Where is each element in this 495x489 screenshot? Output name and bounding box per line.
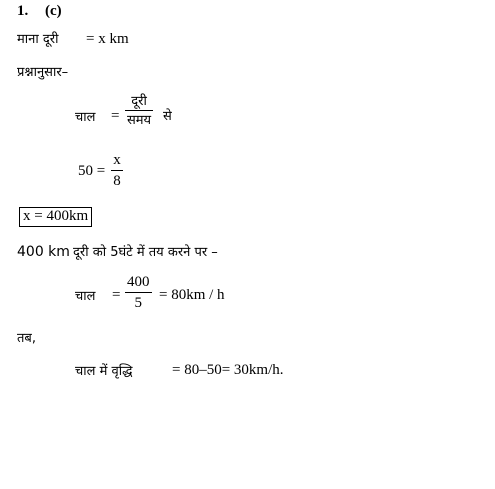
- speed-label-2: चाल: [75, 289, 96, 304]
- equals-sign-2: =: [112, 287, 121, 303]
- step2-denominator: 5: [134, 295, 142, 311]
- step1-fraction: [111, 153, 123, 189]
- distance-time-fraction: [125, 95, 153, 127]
- fraction-numerator: दूरी: [131, 94, 147, 109]
- step2-rhs: = 80km / h: [159, 287, 225, 303]
- fraction-denominator: समय: [127, 113, 152, 128]
- then-label: तब,: [17, 331, 36, 346]
- step2-numerator: 400: [127, 274, 150, 290]
- fraction-bar: [125, 110, 153, 111]
- equals-sign: =: [111, 108, 120, 124]
- final-equation: = 80–50= 30km/h.: [172, 362, 284, 378]
- fraction-bar: [125, 292, 152, 293]
- assume-text: माना दूरी: [17, 32, 59, 47]
- speed-label: चाल: [75, 110, 96, 125]
- step1-numerator: x: [113, 152, 121, 168]
- fraction-bar: [111, 170, 123, 171]
- formula-suffix: से: [163, 109, 172, 124]
- final-text: चाल में वृद्धि: [75, 364, 133, 379]
- step1-denominator: 8: [113, 173, 121, 189]
- condition-text: दूरी को 5घंटे में तय करने पर –: [73, 245, 218, 260]
- question-number: 1.: [17, 3, 29, 19]
- answer-option: (c): [45, 3, 62, 19]
- step2-fraction: [125, 275, 152, 311]
- result-box: x = 400km: [19, 207, 92, 227]
- assume-equation: = x km: [86, 31, 129, 47]
- step1-lhs: 50 =: [78, 163, 106, 179]
- according-label: प्रश्नानुसार–: [17, 65, 69, 80]
- condition-value: 400 km: [17, 244, 70, 260]
